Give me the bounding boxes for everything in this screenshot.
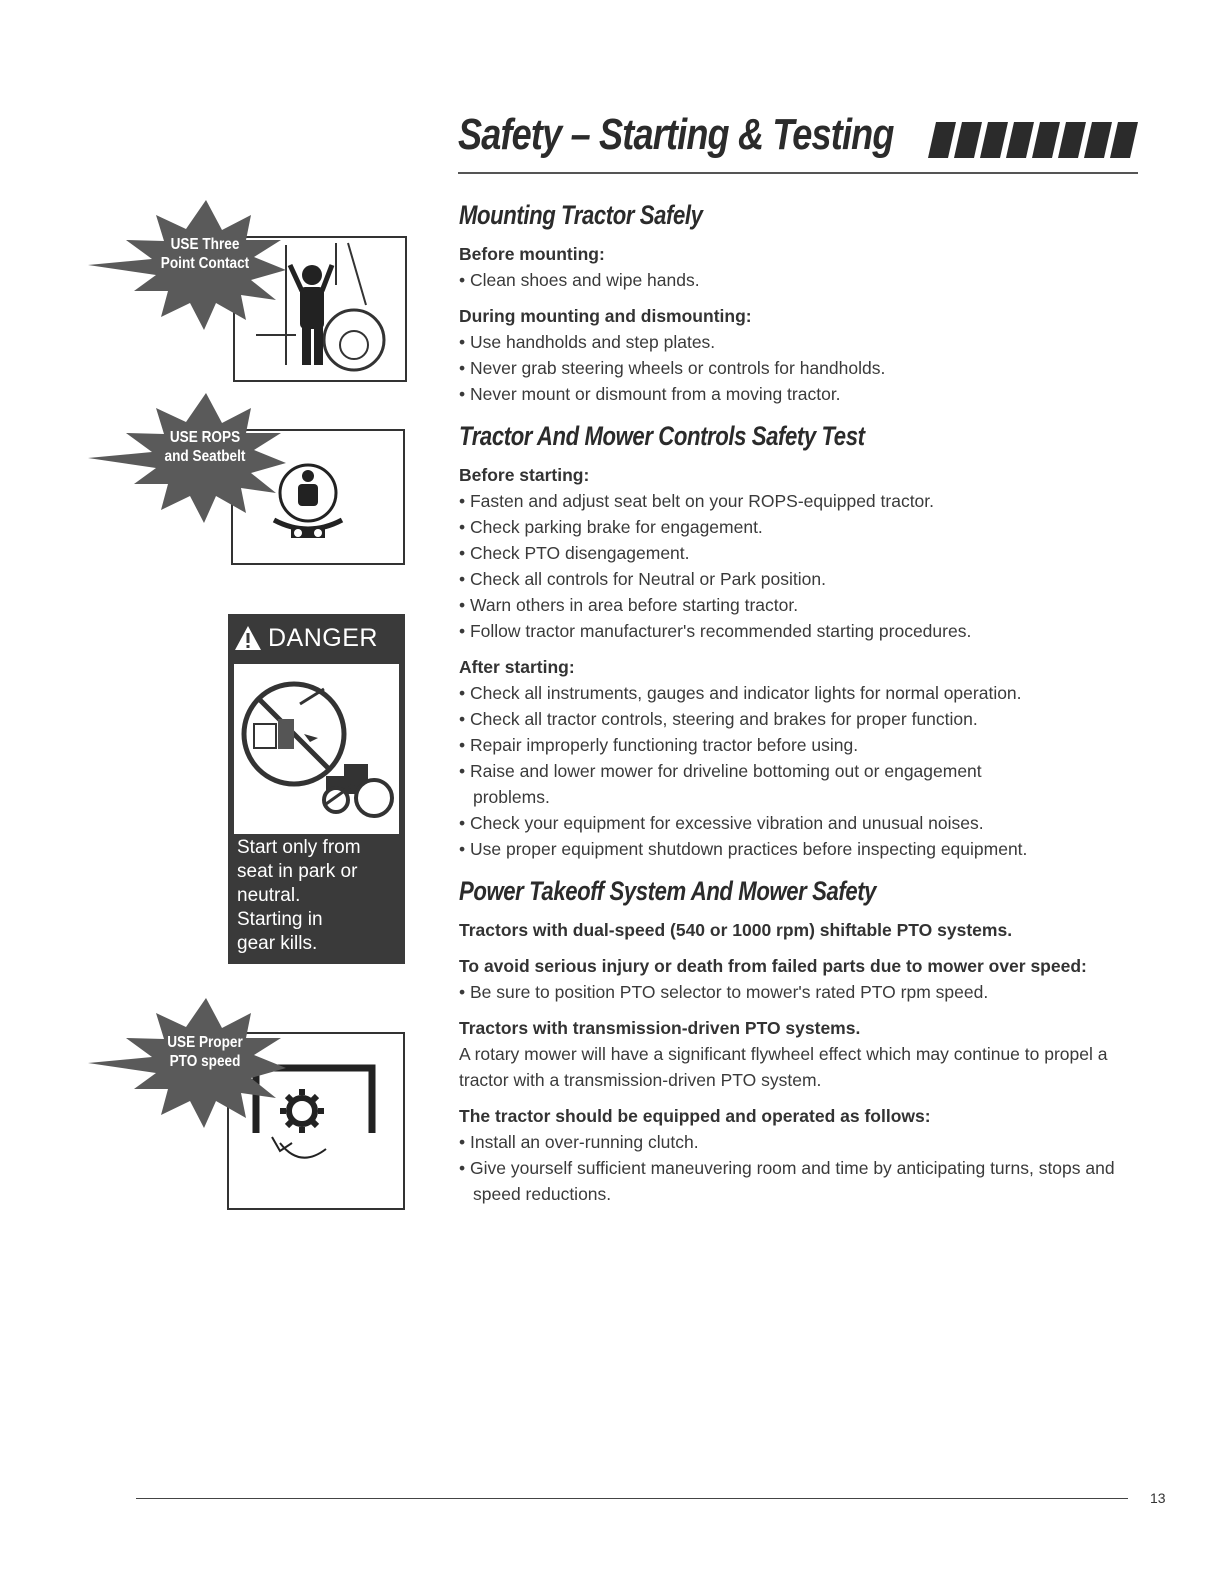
list-item: • Use handholds and step plates.	[459, 332, 716, 352]
danger-line5: gear kills.	[237, 933, 318, 954]
title-rule	[458, 172, 1138, 174]
three-point-contact-decal	[86, 195, 408, 385]
list-item: • Repair improperly functioning tractor before using.	[459, 735, 859, 755]
list-item: • Check all controls for Neutral or Park position.	[459, 569, 826, 589]
pto-label-line2: PTO speed	[169, 1053, 241, 1070]
list-item: • Fasten and adjust seat belt on your ROPS-equipped tractor.	[459, 491, 935, 511]
list-item: • Check all tractor controls, steering and brakes for proper function.	[459, 709, 978, 729]
title-stripes-decoration	[928, 122, 1138, 158]
three-point-contact-illustration	[86, 195, 408, 385]
subheading-after-starting: After starting:	[459, 657, 575, 677]
pto-speed-illustration	[86, 993, 408, 1213]
list-item: • Install an over-running clutch.	[459, 1132, 699, 1152]
danger-line2: seat in park or	[237, 861, 358, 882]
section-title-controls-test: Tractor And Mower Controls Safety Test	[459, 421, 865, 451]
page-number: 13	[1150, 1490, 1166, 1506]
danger-decal	[228, 614, 405, 964]
list-item: • Give yourself sufficient maneuvering room and time by anticipating turns, stops and speed reductions.	[459, 1158, 1115, 1204]
subheading-transmission-driven: Tractors with transmission-driven PTO systems.	[459, 1018, 861, 1038]
list-item: • Check your equipment for excessive vibration and unusual noises.	[459, 813, 984, 833]
list-item: • Raise and lower mower for driveline bottoming out or engagement problems.	[459, 761, 982, 807]
list-item: • Never mount or dismount from a moving tractor.	[459, 384, 841, 404]
three-point-label-line2: Point Contact	[160, 255, 250, 272]
subheading-during-mounting: During mounting and dismounting:	[459, 306, 752, 326]
subheading-avoid-injury: To avoid serious injury or death from failed parts due to mower over speed:	[459, 956, 1087, 976]
transmission-driven-paragraph: A rotary mower will have a significant flywheel effect which may continue to propel a tractor with a transmission-driven PTO system.	[459, 1044, 1108, 1090]
danger-line1: Start only from	[237, 837, 361, 858]
subheading-dual-speed: Tractors with dual-speed (540 or 1000 rpm) shiftable PTO systems.	[459, 920, 1013, 940]
rops-seatbelt-illustration	[86, 388, 408, 568]
list-item: • Check parking brake for engagement.	[459, 517, 763, 537]
subheading-equipped-operated: The tractor should be equipped and operated as follows:	[459, 1106, 931, 1126]
three-point-label-line1: USE Three	[170, 236, 240, 253]
section-title-pto-safety: Power Takeoff System And Mower Safety	[459, 876, 877, 906]
list-item: • Be sure to position PTO selector to mower's rated PTO rpm speed.	[459, 982, 989, 1002]
footer-rule	[136, 1498, 1128, 1499]
main-content	[459, 200, 1139, 1207]
list-item: • Follow tractor manufacturer's recommended starting procedures.	[459, 621, 972, 641]
pto-speed-decal	[86, 993, 408, 1213]
danger-line3: neutral.	[237, 885, 301, 906]
list-item: • Use proper equipment shutdown practices before inspecting equipment.	[459, 839, 1028, 859]
subheading-before-mounting: Before mounting:	[459, 244, 605, 264]
danger-header	[228, 614, 405, 662]
section-title-mounting: Mounting Tractor Safely	[459, 200, 703, 230]
list-item: • Warn others in area before starting tractor.	[459, 595, 799, 615]
list-item: • Never grab steering wheels or controls for handholds.	[459, 358, 886, 378]
danger-illustration	[234, 664, 399, 834]
pto-label-line1: USE Proper	[167, 1034, 243, 1051]
danger-line4: Starting in	[237, 909, 323, 930]
rops-label-line2: and Seatbelt	[164, 448, 246, 465]
rops-label-line1: USE ROPS	[169, 429, 241, 446]
page-title: Safety – Starting & Testing	[458, 110, 894, 159]
list-item: • Check all instruments, gauges and indicator lights for normal operation.	[459, 683, 1022, 703]
rops-seatbelt-decal	[86, 388, 408, 568]
warning-triangle-icon	[234, 625, 262, 651]
danger-message	[237, 836, 402, 956]
list-item: • Clean shoes and wipe hands.	[459, 270, 700, 290]
list-item: • Check PTO disengagement.	[459, 543, 690, 563]
subheading-before-starting: Before starting:	[459, 465, 590, 485]
danger-heading: DANGER	[268, 623, 378, 652]
